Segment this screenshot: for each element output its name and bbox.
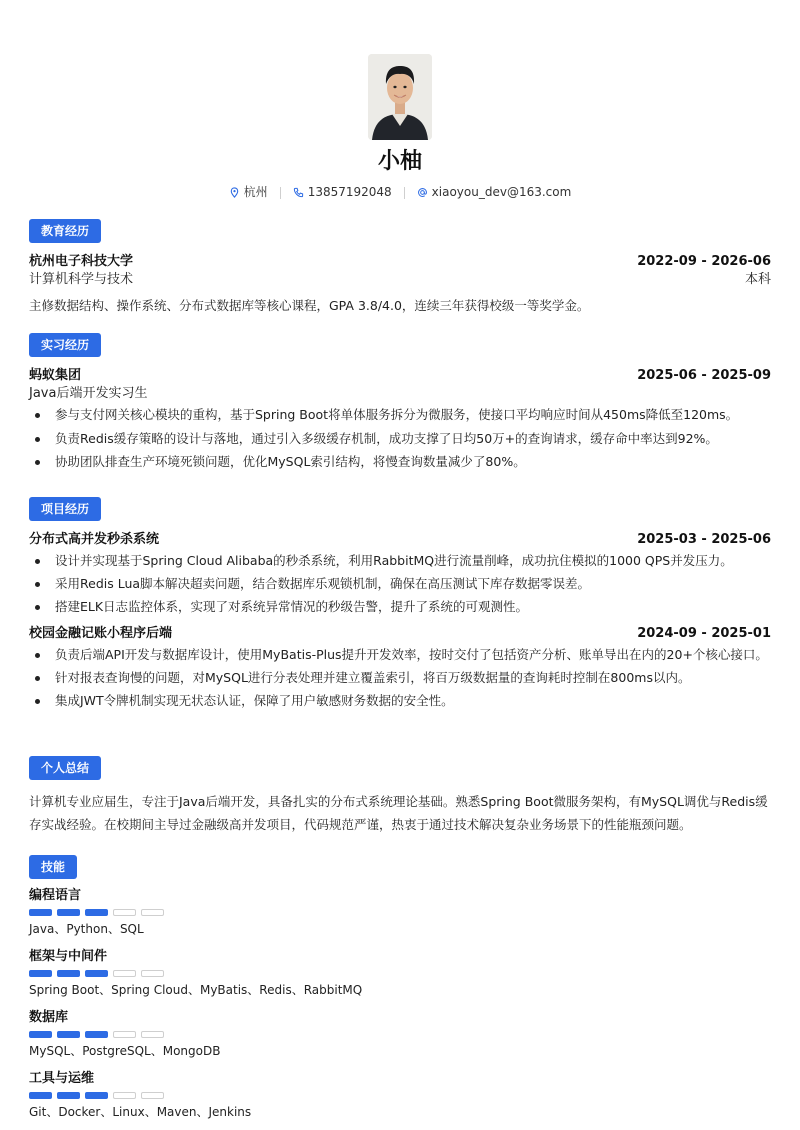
major: 计算机科学与技术 [29,272,134,288]
section-title-summary: 个人总结 [29,756,101,780]
level-segment-empty [113,1092,136,1099]
skill-group [29,1070,771,1121]
level-segment-empty [113,970,136,977]
level-segment-filled [57,1031,80,1038]
list-item: 搭建ELK日志监控体系，实现了对系统异常情况的秒级告警，提升了系统的可观测性。 [29,598,771,616]
skill-level-meter [29,909,771,916]
level-segment-empty [141,909,164,916]
list-item: 参与支付网关核心模块的重构，基于Spring Boot将单体服务拆分为微服务，使接口平均响应时间从450ms降低至120ms。 [29,406,771,424]
level-segment-filled [29,909,52,916]
internship-date: 2025-06 - 2025-09 [637,368,771,383]
level-segment-filled [29,1031,52,1038]
contact-divider [280,187,281,199]
level-segment-filled [85,970,108,977]
skill-level-meter [29,970,771,977]
contact-email[interactable] [417,184,572,201]
level-segment-empty [141,1031,164,1038]
project-name: 校园金融记账小程序后端 [29,625,173,641]
list-item: 集成JWT令牌机制实现无状态认证，保障了用户敏感财务数据的安全性。 [29,692,771,710]
resume-header [29,0,771,201]
skill-group [29,887,771,938]
summary-section [29,756,771,836]
level-segment-empty [113,1031,136,1038]
skill-items: Git、Docker、Linux、Maven、Jenkins [29,1105,252,1120]
section-title-skills: 技能 [29,855,77,879]
skill-name: 数据库 [29,1009,69,1025]
level-segment-empty [141,1092,164,1099]
school-name: 杭州电子科技大学 [29,254,134,269]
city-text: 杭州 [243,185,268,200]
level-segment-filled [57,909,80,916]
project-entry [29,625,771,711]
skill-group [29,1009,771,1060]
list-item: 采用Redis Lua脚本解决超卖问题，结合数据库乐观锁机制，确保在高压测试下库存数据零误差。 [29,575,771,593]
contact-city [229,184,268,201]
skill-level-meter [29,1092,771,1099]
skill-items: Java、Python、SQL [29,922,144,937]
avatar-portrait-icon [368,54,432,140]
skill-name: 编程语言 [29,888,82,903]
location-pin-icon [229,187,240,198]
email-text: xiaoyou_dev@163.com [431,185,572,200]
skill-items: Spring Boot、Spring Cloud、MyBatis、Redis、RabbitMQ [29,983,363,998]
project-bullets [29,646,771,710]
education-description: 主修数据结构、操作系统、分布式数据库等核心课程，GPA 3.8/4.0，连续三年获得校级一等奖学金。 [29,298,590,314]
internship-bullets [29,406,771,470]
level-segment-filled [57,970,80,977]
skills-list [29,887,771,1121]
skill-name: 工具与运维 [29,1070,95,1086]
level-segment-filled [57,1092,80,1099]
candidate-name: 小柚 [377,149,422,174]
at-sign-icon [417,187,428,198]
avatar [368,54,432,140]
project-date: 2025-03 - 2025-06 [637,532,771,547]
internship-section [29,333,771,476]
project-date: 2024-09 - 2025-01 [637,625,771,641]
education-section [29,219,771,315]
skill-group [29,948,771,999]
contact-phone [293,184,392,201]
section-title-internship: 实习经历 [29,333,101,357]
skill-items: MySQL、PostgreSQL、MongoDB [29,1044,221,1059]
skill-level-meter [29,1031,771,1038]
list-item: 设计并实现基于Spring Cloud Alibaba的秒杀系统，利用RabbitMQ进行流量削峰，成功抗住模拟的1000 QPS并发压力。 [29,552,771,570]
list-item: 负责后端API开发与数据库设计，使用MyBatis-Plus提升开发效率，按时交付了包括资产分析、账单导出在内的20+个核心接口。 [29,646,771,664]
section-title-education: 教育经历 [29,219,101,243]
level-segment-empty [113,909,136,916]
phone-text: 13857192048 [307,185,392,200]
contact-bar [229,184,572,201]
summary-text: 计算机专业应届生，专注于Java后端开发，具备扎实的分布式系统理论基础。熟悉Spring Boot微服务架构，有MySQL调优与Redis缓存实战经验。在校期间主导过金融级高并发项目，代码规范严谨，热衷于通过技术解决复杂业务场景下的性能瓶颈问题。 [29,794,768,833]
phone-icon [293,187,304,198]
list-item: 协助团队排查生产环境死锁问题，优化MySQL索引结构，将慢查询数量减少了80%。 [29,453,771,471]
projects-section [29,497,771,715]
project-name: 分布式高并发秒杀系统 [29,532,160,547]
level-segment-filled [85,1092,108,1099]
project-entry [29,531,771,617]
list-item: 负责Redis缓存策略的设计与落地，通过引入多级缓存机制，成功支撑了日均50万+的查询请求，缓存命中率达到92%。 [29,430,771,448]
skills-section [29,855,771,1130]
level-segment-filled [29,970,52,977]
internship-role: Java后端开发实习生 [29,386,148,402]
education-date: 2022-09 - 2026-06 [637,254,771,269]
skill-name: 框架与中间件 [29,948,108,964]
project-bullets [29,552,771,616]
level-segment-filled [85,1031,108,1038]
contact-divider [404,187,405,199]
section-title-projects: 项目经历 [29,497,101,521]
level-segment-filled [29,1092,52,1099]
level-segment-filled [85,909,108,916]
company-name: 蚂蚁集团 [29,368,82,383]
level-segment-empty [141,970,164,977]
degree: 本科 [744,272,771,288]
list-item: 针对报表查询慢的问题，对MySQL进行分表处理并建立覆盖索引，将百万级数据量的查询耗时控制在800ms以内。 [29,669,771,687]
